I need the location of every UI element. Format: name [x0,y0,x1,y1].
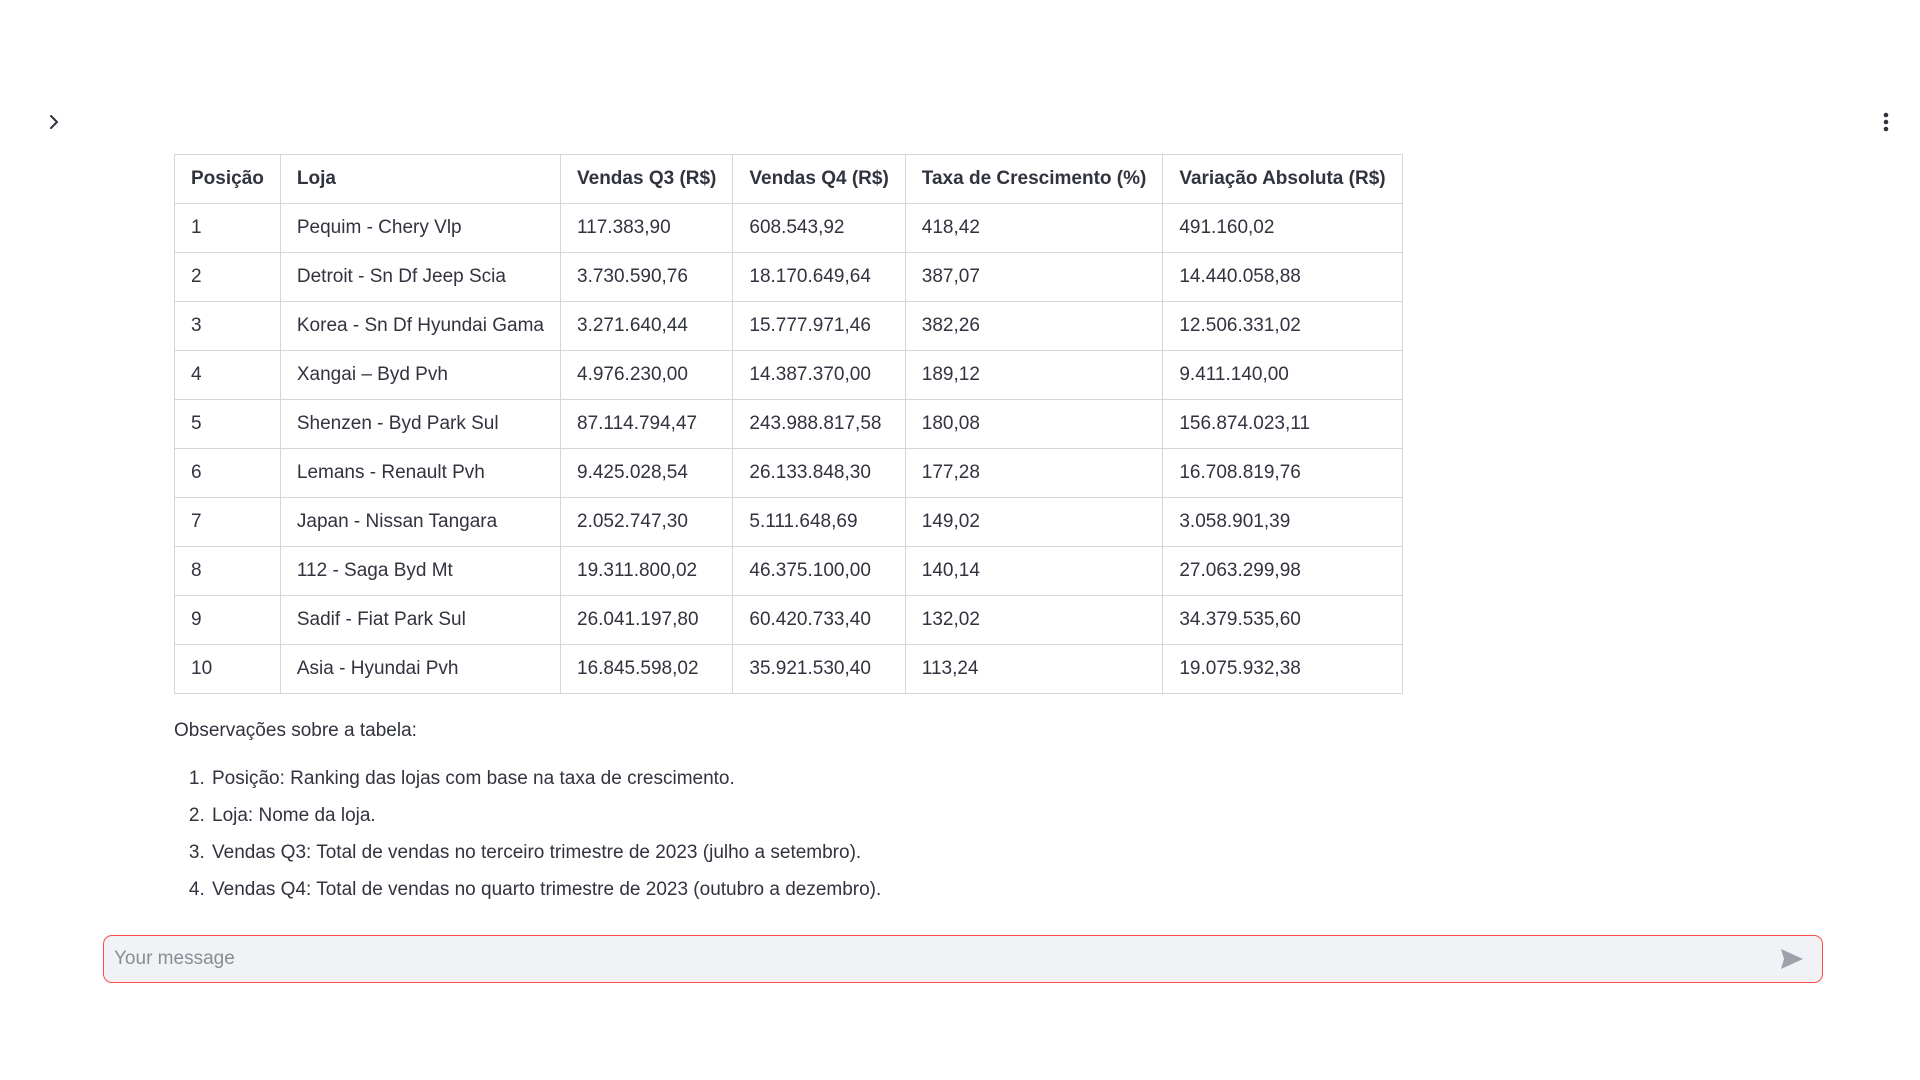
table-cell: 14.440.058,88 [1163,253,1402,302]
table-cell: 1 [175,204,281,253]
chat-message-content [174,154,1574,916]
table-cell: 5.111.648,69 [733,498,905,547]
table-cell: 3 [175,302,281,351]
column-header: Loja [280,155,560,204]
table-cell: Japan - Nissan Tangara [280,498,560,547]
table-cell: 608.543,92 [733,204,905,253]
table-cell: Asia - Hyundai Pvh [280,645,560,694]
table-cell: 9 [175,596,281,645]
table-cell: Detroit - Sn Df Jeep Scia [280,253,560,302]
chat-message-input[interactable] [104,936,1770,982]
send-button[interactable] [1770,937,1814,981]
column-header: Taxa de Crescimento (%) [905,155,1163,204]
table-cell: 117.383,90 [561,204,733,253]
table-cell: 2.052.747,30 [561,498,733,547]
table-cell: 177,28 [905,449,1163,498]
table-cell: 16.845.598,02 [561,645,733,694]
table-row [175,204,1403,253]
table-cell: 2 [175,253,281,302]
table-row [175,596,1403,645]
table-row [175,400,1403,449]
table-cell: 16.708.819,76 [1163,449,1402,498]
table-cell: 112 - Saga Byd Mt [280,547,560,596]
table-cell: Korea - Sn Df Hyundai Gama [280,302,560,351]
table-cell: Xangai – Byd Pvh [280,351,560,400]
column-header: Variação Absoluta (R$) [1163,155,1402,204]
table-row [175,449,1403,498]
list-item: 3. Vendas Q3: Total de vendas no terceiro trimestre de 2023 (julho a setembro). [210,842,1574,879]
table-cell: 418,42 [905,204,1163,253]
table-cell: 382,26 [905,302,1163,351]
table-cell: 5 [175,400,281,449]
table-row [175,351,1403,400]
chat-input-container [103,935,1823,983]
table-cell: 26.041.197,80 [561,596,733,645]
table-cell: 4.976.230,00 [561,351,733,400]
table-cell: 10 [175,645,281,694]
table-cell: 113,24 [905,645,1163,694]
table-cell: 46.375.100,00 [733,547,905,596]
column-header: Vendas Q3 (R$) [561,155,733,204]
table-cell: 149,02 [905,498,1163,547]
send-icon [1780,948,1804,970]
observations-list [174,768,1574,916]
table-row [175,498,1403,547]
column-header: Posição [175,155,281,204]
growth-ranking-table [174,154,1403,694]
list-item: 1. Posição: Ranking das lojas com base na taxa de crescimento. [210,768,1574,805]
table-cell: 243.988.817,58 [733,400,905,449]
table-cell: 9.425.028,54 [561,449,733,498]
table-cell: Lemans - Renault Pvh [280,449,560,498]
table-cell: 3.730.590,76 [561,253,733,302]
table-cell: 189,12 [905,351,1163,400]
table-cell: 26.133.848,30 [733,449,905,498]
table-row [175,302,1403,351]
table-cell: 156.874.023,11 [1163,400,1402,449]
table-cell: 27.063.299,98 [1163,547,1402,596]
column-header: Vendas Q4 (R$) [733,155,905,204]
table-cell: 34.379.535,60 [1163,596,1402,645]
table-cell: 9.411.140,00 [1163,351,1402,400]
table-cell: 15.777.971,46 [733,302,905,351]
table-cell: 14.387.370,00 [733,351,905,400]
table-cell: 491.160,02 [1163,204,1402,253]
table-row [175,253,1403,302]
table-cell: 140,14 [905,547,1163,596]
table-cell: 19.075.932,38 [1163,645,1402,694]
table-cell: 4 [175,351,281,400]
table-cell: 8 [175,547,281,596]
table-cell: 7 [175,498,281,547]
kebab-menu-icon [1883,112,1889,132]
table-cell: 3.058.901,39 [1163,498,1402,547]
list-item: 4. Vendas Q4: Total de vendas no quarto trimestre de 2023 (outubro a dezembro). [210,879,1574,916]
table-header-row [175,155,1403,204]
table-row [175,645,1403,694]
table-cell: 180,08 [905,400,1163,449]
table-cell: 6 [175,449,281,498]
table-cell: Sadif - Fiat Park Sul [280,596,560,645]
table-cell: 132,02 [905,596,1163,645]
table-cell: 12.506.331,02 [1163,302,1402,351]
table-cell: 18.170.649,64 [733,253,905,302]
main-menu-button[interactable] [1872,108,1900,136]
observations-title: Observações sobre a tabela: [174,720,417,741]
table-cell: 387,07 [905,253,1163,302]
table-cell: 19.311.800,02 [561,547,733,596]
table-row [175,547,1403,596]
table-cell: Pequim - Chery Vlp [280,204,560,253]
chevron-right-icon [46,114,62,130]
list-item: 2. Loja: Nome da loja. [210,805,1574,842]
table-cell: 60.420.733,40 [733,596,905,645]
table-cell: 35.921.530,40 [733,645,905,694]
table-cell: 3.271.640,44 [561,302,733,351]
table-cell: Shenzen - Byd Park Sul [280,400,560,449]
sidebar-toggle-button[interactable] [40,108,68,136]
table-cell: 87.114.794,47 [561,400,733,449]
